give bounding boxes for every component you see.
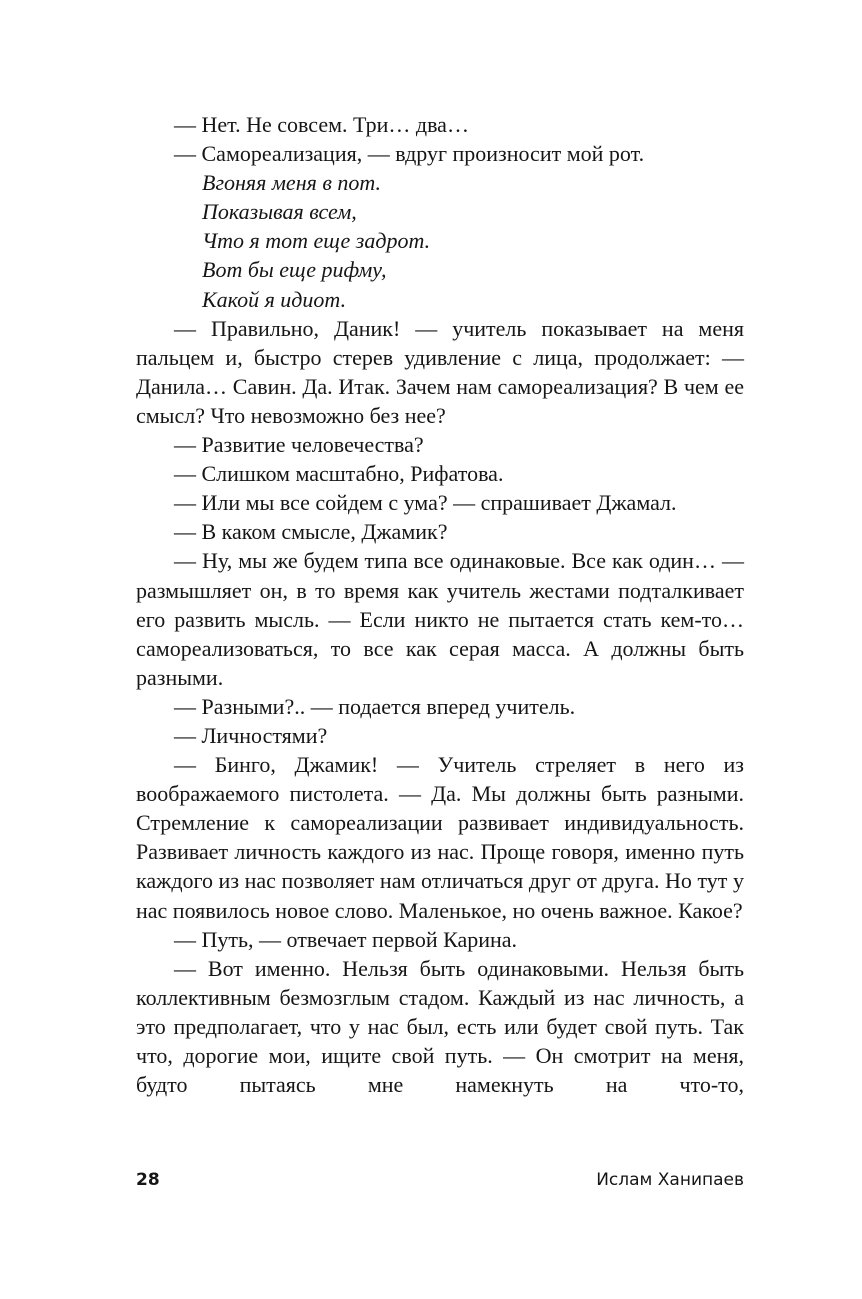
paragraph: — Нет. Не совсем. Три… два… <box>174 112 469 137</box>
verse-line: Вгоняя меня в пот. <box>202 170 382 196</box>
paragraph: — Или мы все сойдем с ума? — спрашивает Джамал. <box>174 490 677 516</box>
verse-line: Какой я идиот. <box>202 286 347 312</box>
verse-line: Что я тот еще задрот. <box>202 228 431 254</box>
paragraph: — Самореализация, — вдруг произносит мой рот. <box>174 141 645 167</box>
paragraph: — Ну, мы же будем типа все одинаковые. Все как один… — размышляет он, в то время как учитель жестами подталкивает его развить мысль. — Если никто не пытается стать кем-то… самореализоваться, то все как серая масса. А должны быть разными. <box>136 548 744 690</box>
paragraph: — Разными?.. — подается вперед учитель. <box>174 693 576 719</box>
page-text <box>136 110 744 1099</box>
paragraph: — Развитие человечества? <box>174 432 424 458</box>
verse-line: Вот бы еще рифму, <box>202 257 387 283</box>
paragraph: — Вот именно. Нельзя быть одинаковыми. Нельзя быть коллективным безмозглым стадом. Каждый из нас личность, а это предполагает, что у нас был, есть или будет свой путь. Так что, дорогие мои, ищите свой путь. — Он смотрит на меня, будто пытаясь мне намекнуть на что-то, <box>136 955 744 1098</box>
paragraph: — Слишком масштабно, Рифатова. <box>174 461 504 487</box>
running-footer-author: Ислам Ханипаев <box>596 1170 744 1190</box>
paragraph: — Личностями? <box>174 722 328 748</box>
verse-line: Показывая всем, <box>202 199 357 225</box>
paragraph: — Бинго, Джамик! — Учитель стреляет в него из воображаемого пистолета. — Да. Мы должны быть разными. Стремление к самореализации развивает индивидуальность. Развивает личность каждого из нас. Проще говоря, именно путь каждого из нас позволяет нам отличаться друг от друга. Но тут у нас появилось новое слово. Маленькое, но очень важное. Какое? <box>136 752 744 923</box>
paragraph: — Правильно, Даник! — учитель показывает на меня пальцем и, быстро стерев удивление с лица, продолжает: — Данила… Савин. Да. Итак. Зачем нам самореализация? В чем ее смысл? Что невозможно без нее? <box>136 315 744 428</box>
paragraph: — Путь, — отвечает первой Карина. <box>174 926 518 952</box>
paragraph: — В каком смысле, Джамик? <box>174 519 448 545</box>
page-number: 28 <box>136 1170 160 1190</box>
